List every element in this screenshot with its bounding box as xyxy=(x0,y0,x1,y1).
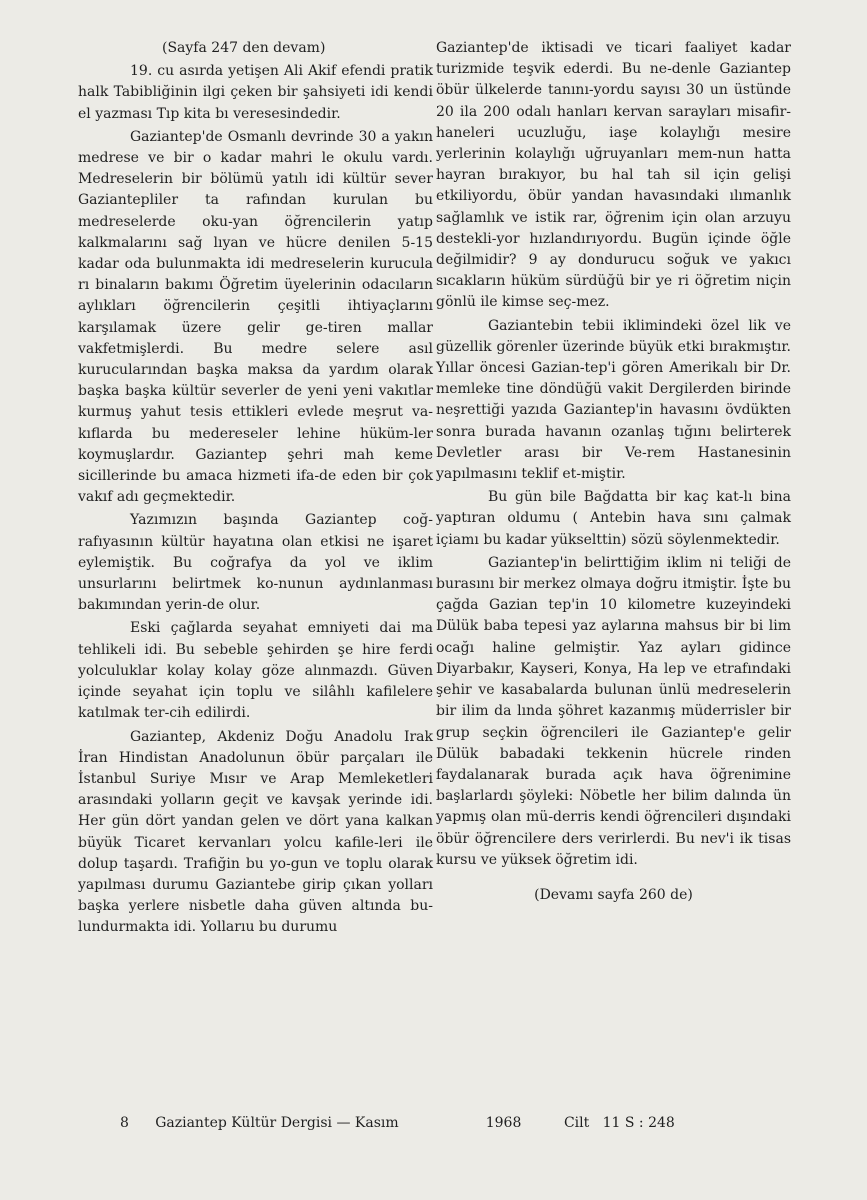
paragraph: Gaziantep'de Osmanlı devrinde 30 a yakın medrese ve bir o kadar mahri le okulu vardı. Medreselerin bir bölümü yatılı idi kültür sever Gaziantepliler ta rafından kurulan bu medreselerde oku-yan öğrencilerin yatıp kalkmalarını sağ lıyan ve hücre denilen 5-15 kadar oda bulunmakta idi medreselerin kurucula rı binaların bakımı Öğretim üyelerinin odacıların aylıkları öğrencilerin çeşitli ihtiyaçlarını karşılamak üzere gelir ge-tiren mallar vakfetmişlerdi. Bu medre selere asıl kurucularından başka maksa da yardım olarak başka başka kültür severler de yeni yeni vakıtlar kurmuş yahut tesis ettikleri evlede meşrut va-kıflarda bu medereseler lehine hüküm-ler koymuşlardır. Gaziantep şehri mah keme sicillerinde bu amaca hizmeti ifa-de eden bir çok vakıf adı geçmektedir. xyxy=(78,128,433,506)
page-footer xyxy=(120,1115,740,1131)
paragraph: Bu gün bile Bağdatta bir kaç kat-lı bina yaptıran oldumu ( Antebin hava sını çalmak içiamı bu kadar yükselttin) sözü söylenmektedir. xyxy=(436,489,791,548)
paragraph: Gaziantep'de iktisadi ve ticari faaliyet kadar turizmide teşvik ederdi. Bu ne-denle Gaziantep öbür ülkelerde tanını-yordu sayısı 30 un üstünde 20 ila 200 odalı hanları kervan sarayları misafir-haneleri ucuzluğu, iaşe kolaylığı mesire yerlerinin kolaylığı uğruyanları mem-nun hatta hayran bırakıyor, bu hal tah sil için gelişi etkiliyordu, öbür yandan havasındaki ılımanlık sağlamlık ve istik rar, öğrenim için olan arzuyu destekli-yor hızlandırıyordu. Bugün içinde öğle değilmidir? 9 ay dondurucu soğuk ve yakıcı sıcakların hüküm sürdüğü bir ye ri öğretim niçin gönlü ile kimse seç-mez. xyxy=(436,40,791,311)
continued-from-note: (Sayfa 247 den devam) xyxy=(162,40,326,56)
paragraph: Gaziantebin tebii iklimindeki özel lik ve güzellik görenler üzerinde büyük etki bırakmıştır. Yıllar öncesi Gazian-tep'i gören Amerikalı bir Dr. memleke tine döndüğü vakit Dergilerden birinde neşrettiği yazıda Gaziantep'in havasını övdükten sonra burada havanın ozanlaş tığını belirterek Devletler arası bir Ve-rem Hastanesinin yapılmasını teklif et-miştir. xyxy=(436,317,791,483)
right-column xyxy=(436,38,791,906)
left-column xyxy=(78,38,433,939)
continued-on-note: (Devamı sayfa 260 de) xyxy=(534,886,693,903)
paragraph: 19. cu asırda yetişen Ali Akif efendi pratik halk Tabibliğinin ilgi çeken bir şahsiyeti idi kendi el yazması Tıp kita bı veresesindedir. xyxy=(78,63,433,122)
paragraph: Gaziantep, Akdeniz Doğu Anadolu Irak İran Hindistan Anadolunun öbür parçaları ile İstanbul Suriye Mısır ve Arap Memleketleri arasındaki yolların geçit ve kavşak yerinde idi. Her gün dört yandan gelen ve dört yana kalkan büyük Ticaret kervanları yolcu kafile-leri ile dolup taşardı. Trafiğin bu yo-gun ve toplu olarak yapılması durumu Gaziantebe girip çıkan yolları başka yerlere nisbetle daha güven altında bu-lundurmakta idi. Yollarıu bu durumu xyxy=(78,728,433,936)
issue-year: 1968 xyxy=(485,1115,522,1131)
volume-info: Cilt 11 S : 248 xyxy=(563,1115,675,1131)
paragraph: Gaziantep'in belirttiğim iklim ni teliği de burasını bir merkez olmaya doğru itmiştir. İşte bu çağda Gazian tep'in 10 kilometre kuzeyindeki Dülük baba tepesi yaz aylarına mahsus bir bi lim ocağı haline gelmiştir. Yaz ayları gidince Diyarbakır, Kayseri, Konya, Ha lep ve etrafındaki şehir ve kasabalarda bulunan ünlü medreselerin bir ilim da lında şöhret kazanmış müderrisler bir grup seçkin öğrencileri ile Gaziantep'e gelir Dülük babadaki tekkenin hücrele rinden faydalanarak burada açık hava öğrenimine başlarlardı şöyleki: Nöbetle her bilim dalında ün yapmış olan mü-derris kendi öğrencileri dışındaki öbür öğrencilere ders verirlerdi. Bu nev'i ik tisas kursu ve yüksek öğretim idi. xyxy=(436,554,791,868)
page-number: 8 xyxy=(120,1115,129,1131)
paragraph: Yazımızın başında Gaziantep coğ-rafıyasının kültür hayatına olan etkisi ne işaret eylemiştik. Bu coğrafya da yol ve iklim unsurlarını belirtmek ko-nunun aydınlanması bakımından yerin-de olur. xyxy=(78,512,433,614)
magazine-title: Gaziantep Kültür Dergisi — Kasım xyxy=(155,1115,399,1131)
paragraph: Eski çağlarda seyahat emniyeti dai ma tehlikeli idi. Bu sebeble şehirden şe hire ferdi yolculuklar kolay kolay göze alınmazdı. Güven içinde seyahat için toplu ve silâhlı kafilelere katılmak ter-cih edilirdi. xyxy=(78,620,433,722)
